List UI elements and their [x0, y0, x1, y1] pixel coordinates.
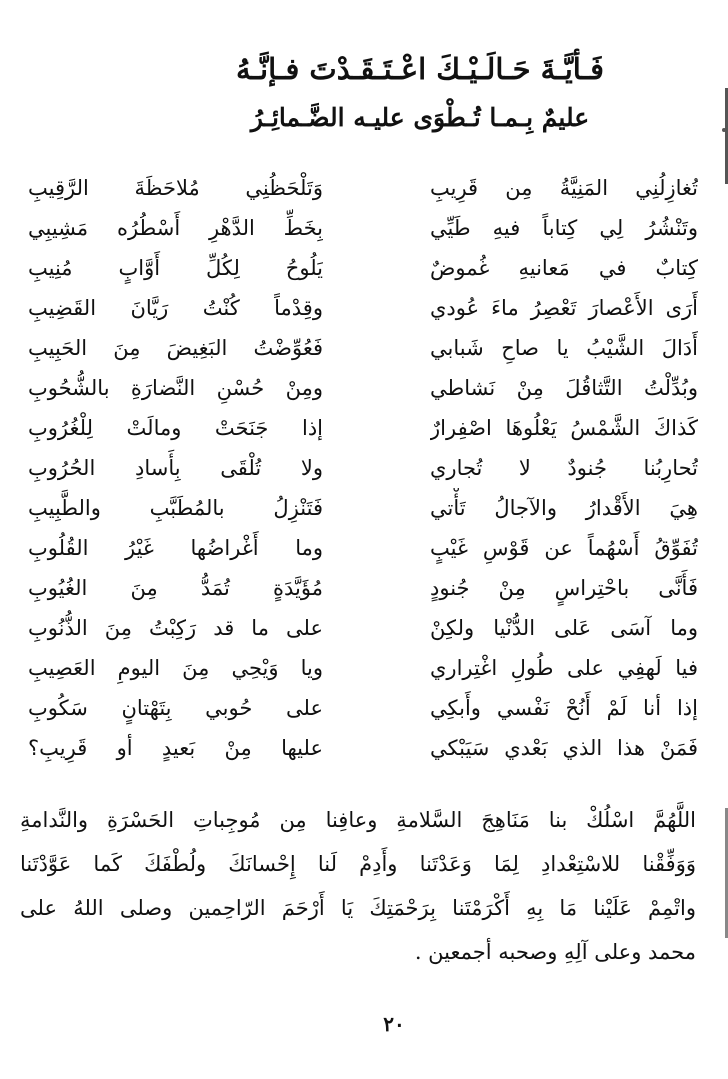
verse-ajz: ومِنْ حُسْنِ النَّضارَةِ بالشُّحُوبِ [28, 376, 323, 400]
verse-ajz: فَعُوِّضْتُ البَغِيضَ مِنَ الحَبِيبِ [28, 336, 323, 360]
verse-ajz: ولا تُلْقَى بِأَسادِ الحُرُوبِ [28, 456, 323, 480]
verse-sadr: أَرَى الأَعْصارَ تَعْصِرُ ماءَ عُودي [430, 296, 698, 320]
verse-ajz: على حُوبي بِتَهْتانٍ سَكُوبِ [28, 696, 323, 720]
verse-2 [0, 208, 728, 248]
verse-sadr: وما آسَى عَلى الدُّنْيا ولكِنْ [430, 616, 698, 640]
heading-line-1: فَـأيَّـةَ حَـالَـيْـكَ اعْـتَـقَـدْتَ فـإنَّـهُ [236, 52, 604, 86]
heading-line-2: عليمٌ بِـمـا تُـطْوَى عليـه الضَّـمائِـرُ [250, 103, 590, 132]
verse-sadr: فيا لَهفِي على طُولِ اغْتِراري [430, 656, 698, 680]
prayer-line-4: محمد وعلى آلِهِ وصحبه أجمعين . [414, 940, 696, 964]
verse-ajz: وَتَلْحَظُنِي مُلاحَظَةَ الرَّقِيبِ [28, 176, 323, 200]
verse-sadr: هِيَ الأَقْدارُ والآجالُ تَأْتي [430, 496, 698, 520]
verse-sadr: وبُدِّلْتُ التَّثاقُلَ مِنْ نَشاطي [430, 376, 698, 400]
verse-sadr: فَأَنَّى باحْتِراسٍ مِنْ جُنودٍ [430, 576, 698, 600]
verse-sadr: تُفَوِّقُ أَسْهُماً عن قَوْسِ غَيْبٍ [430, 536, 698, 560]
verse-ajz: مُؤَيَّدَةٍ تُمَدُّ مِنَ الغُيُوبِ [28, 576, 323, 600]
verse-7 [0, 408, 728, 448]
page-number: ٢٠ [383, 1012, 405, 1036]
verse-sadr: فَمَنْ هذا الذي بَعْدي سَيَبْكي [430, 736, 698, 760]
verse-5 [0, 328, 728, 368]
verse-sadr: أَدَالَ الشَّيْبُ يا صاحِ شَبابي [430, 336, 698, 360]
verse-8 [0, 448, 728, 488]
verse-3 [0, 248, 728, 288]
poem [0, 168, 728, 768]
prayer-line-3: واتْمِمْ عَلَيْنا مَا بِهِ أَكْرَمْتَنا بِرَحْمَتِكَ يَا أَرْحَمَ الرّاحِمين وصلى اللهُ على [20, 896, 696, 920]
verse-4 [0, 288, 728, 328]
prayer-line-1: اللَّهُمَّ اسْلُكْ بنا مَنَاهِجَ السَّلامةِ وعافِنا مِن مُوجِباتِ الحَسْرَةِ والنَّدامةِ [20, 808, 696, 832]
verse-sadr: وتَنْشُرُ لِي كِتاباً فيهِ طَيِّي [430, 216, 698, 240]
verse-6 [0, 368, 728, 408]
verse-11 [0, 568, 728, 608]
verse-15 [0, 728, 728, 768]
verse-1 [0, 168, 728, 208]
verse-ajz: إذا جَنَحَتْ ومالَتْ لِلْغُرُوبِ [28, 416, 323, 440]
verse-sadr: كِتابٌ في مَعانيهِ غُموضٌ [430, 256, 698, 280]
verse-14 [0, 688, 728, 728]
verse-ajz: بِخَطِّ الدَّهْرِ أَسْطُرُه مَشِيبِي [28, 216, 323, 240]
verse-ajz: يَلُوحُ لِكُلِّ أَوَّابٍ مُنِيبِ [28, 256, 323, 280]
verse-ajz: على ما قد رَكِبْتُ مِنَ الذُّنُوبِ [28, 616, 323, 640]
prayer-line-2: وَوَفِّقْنا للاسْتِعْدادِ لِمَا وَعَدْتَنا وأَدِمْ لَنا إِحْسانَكَ ولُطْفَكَ كَما عَوَّدْتَنا [20, 852, 696, 876]
verse-sadr: تُغازِلُنِي المَنِيَّةُ مِن قَرِيبِ [430, 176, 698, 200]
verse-12 [0, 608, 728, 648]
verse-13 [0, 648, 728, 688]
verse-sadr: كَذاكَ الشَّمْسُ يَعْلُوهَا اصْفِرارٌ [430, 416, 698, 440]
verse-ajz: وما أَغْراضُها غَيْرُ القُلُوبِ [28, 536, 323, 560]
verse-10 [0, 528, 728, 568]
binding-edge-dot [722, 128, 726, 132]
closing-prayer [20, 798, 696, 974]
verse-9 [0, 488, 728, 528]
verse-ajz: فَتَنْزِلُ بالمُطَبَّبِ والطَّبِيبِ [28, 496, 323, 520]
verse-ajz: وقِدْماً كُنْتُ رَيَّانَ القَضِيبِ [28, 296, 323, 320]
verse-ajz: ويا وَيْحِي مِنَ اليومِ العَصِيبِ [28, 656, 323, 680]
verse-sadr: تُحارِبُنا جُنودٌ لا تُجاري [430, 456, 698, 480]
verse-ajz: عليها مِنْ بَعيدٍ أو قَرِيبِ؟ [28, 736, 323, 760]
verse-sadr: إذا أنا لَمْ أَنُحْ نَفْسي وأَبكِي [430, 696, 698, 720]
